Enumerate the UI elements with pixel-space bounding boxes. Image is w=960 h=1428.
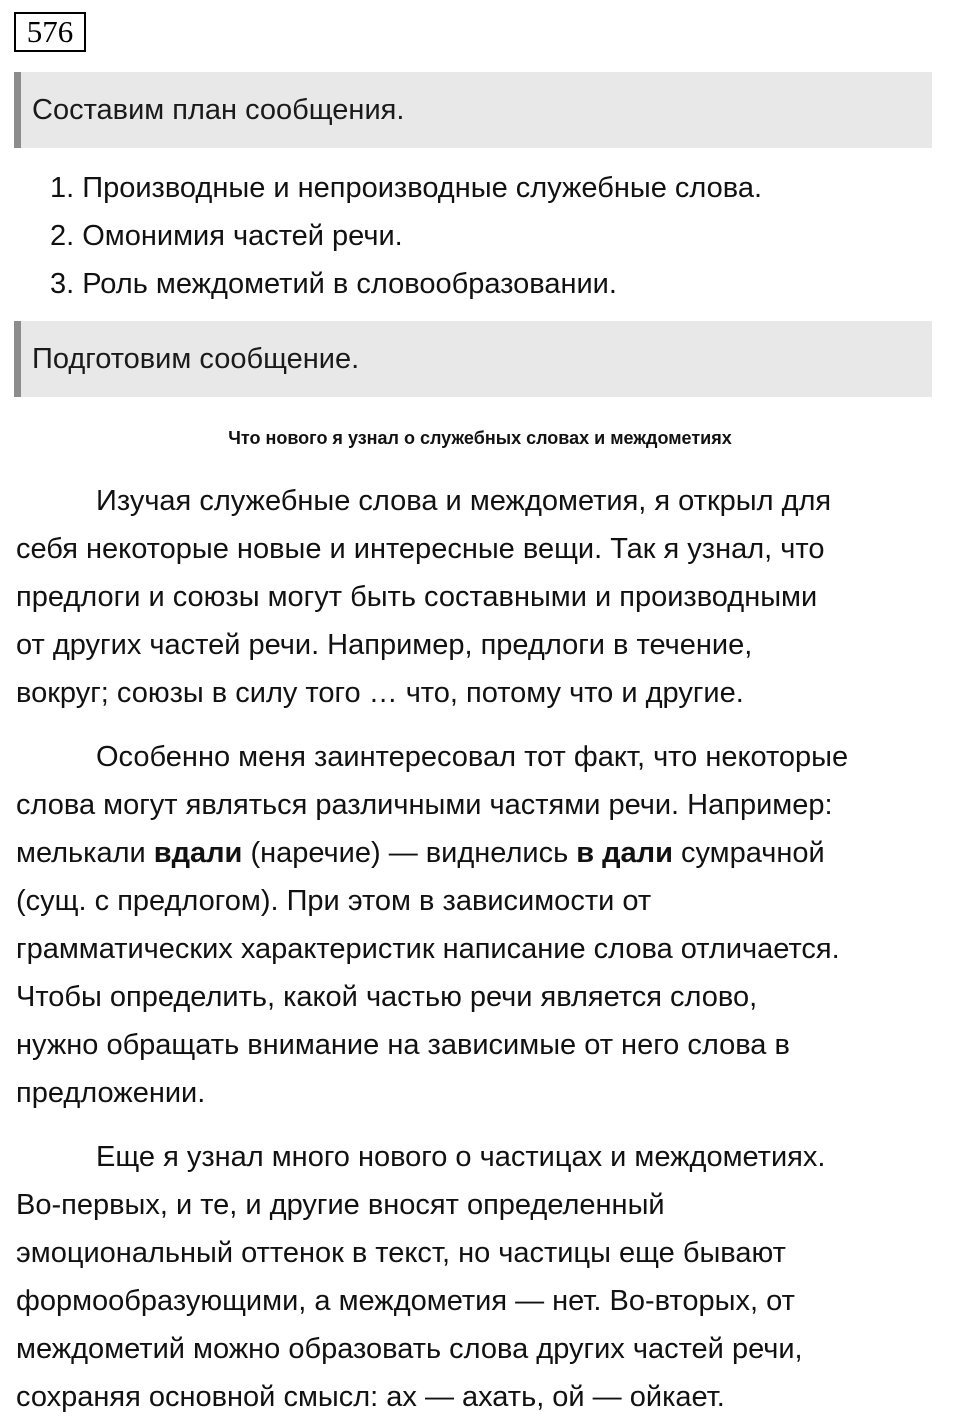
- paragraph-line: формообразующими, а междометия — нет. Во-вторых, от: [16, 1285, 795, 1317]
- paragraph-line: (сущ. с предлогом). При этом в зависимости от: [16, 885, 652, 917]
- paragraph-line: нужно обращать внимание на зависимые от него слова в: [16, 1029, 790, 1061]
- text-fragment: (наречие) — виднелись: [242, 837, 577, 869]
- list-item: 1. Производные и непроизводные служебные слова.: [50, 172, 763, 204]
- paragraph-line: вокруг; союзы в силу того … что, потому что и другие.: [16, 677, 744, 709]
- bold-word-adverb: вдали: [153, 837, 243, 869]
- task-number-box: 576: [14, 12, 86, 52]
- paragraph-line: эмоциональный оттенок в текст, но частицы еще бывают: [16, 1237, 786, 1269]
- plan-list: [50, 164, 762, 308]
- paragraph-line: от других частей речи. Например, предлоги в течение,: [16, 629, 753, 661]
- paragraph-line: Чтобы определить, какой частью речи является слово,: [16, 981, 758, 1013]
- paragraph-1: [16, 477, 944, 717]
- paragraph-line: предлоги и союзы могут быть составными и производными: [16, 581, 818, 613]
- bold-word-noun-with-preposition: в дали: [576, 837, 673, 869]
- paragraph-line-with-bold: [16, 829, 944, 877]
- paragraph-line: Еще я узнал много нового о частицах и междометиях.: [96, 1141, 826, 1173]
- paragraph-line: Изучая служебные слова и междометия, я открыл для: [96, 485, 832, 517]
- plan-section-heading: Составим план сообщения.: [14, 72, 932, 148]
- message-section-heading: Подготовим сообщение.: [14, 321, 932, 397]
- essay-title: Что нового я узнал о служебных словах и междометиях: [228, 428, 732, 448]
- paragraph-3: [16, 1133, 944, 1421]
- text-fragment: мелькали: [16, 837, 154, 869]
- paragraph-line: Во-первых, и те, и другие вносят определенный: [16, 1189, 665, 1221]
- paragraph-line: слова могут являться различными частями речи. Например:: [16, 789, 833, 821]
- text-fragment: сумрачной: [672, 837, 825, 869]
- paragraph-line: предложении.: [16, 1077, 206, 1109]
- paragraph-2: [16, 733, 944, 1117]
- list-item: 2. Омонимия частей речи.: [50, 220, 403, 252]
- paragraph-line: Особенно меня заинтересовал тот факт, что некоторые: [96, 741, 849, 773]
- paragraph-line: грамматических характеристик написание слова отличается.: [16, 933, 840, 965]
- paragraph-line: междометий можно образовать слова других частей речи,: [16, 1333, 803, 1365]
- paragraph-line: сохраняя основной смысл: ах — ахать, ой — ойкает.: [16, 1381, 725, 1413]
- list-item: 3. Роль междометий в словообразовании.: [50, 268, 617, 300]
- paragraph-line: себя некоторые новые и интересные вещи. Так я узнал, что: [16, 533, 825, 565]
